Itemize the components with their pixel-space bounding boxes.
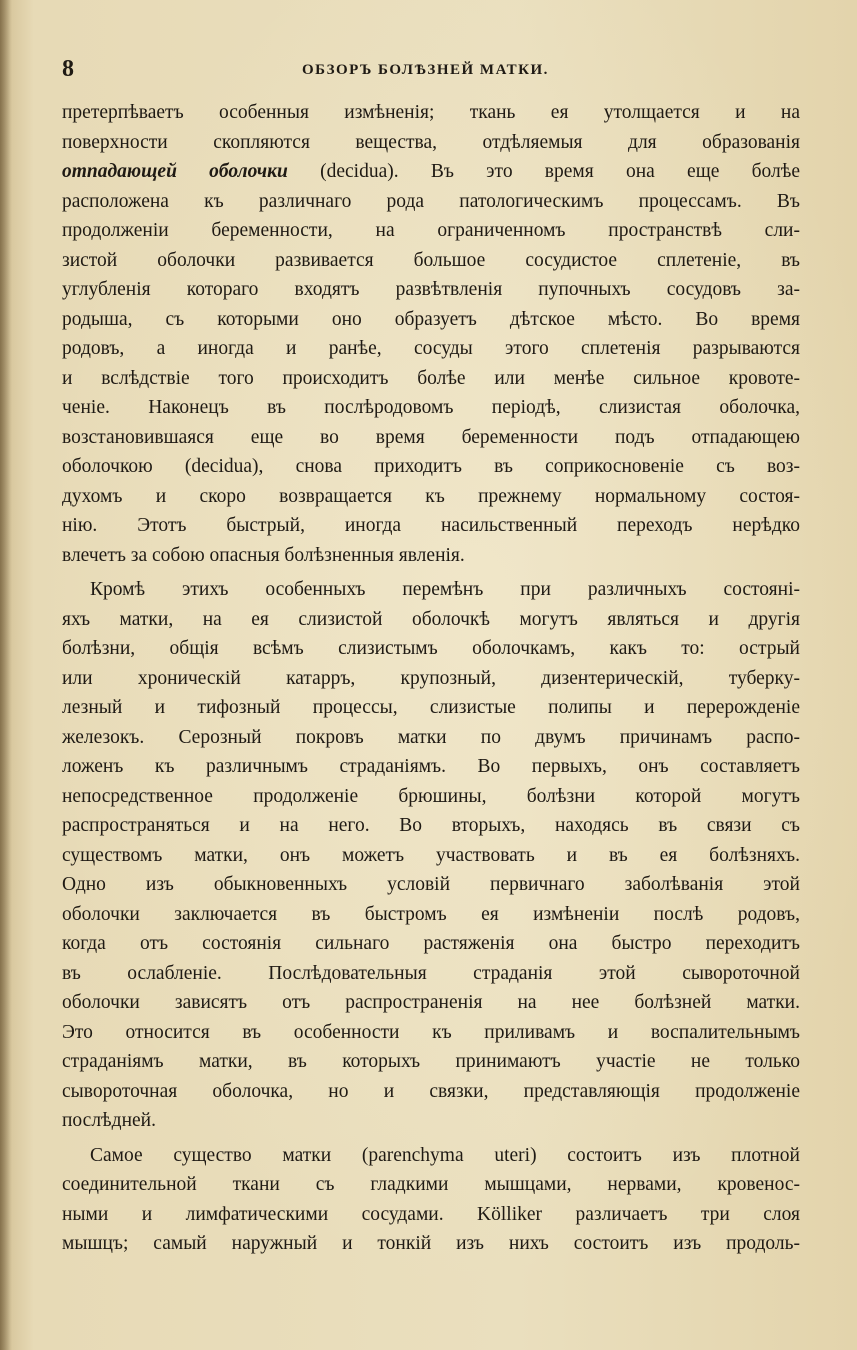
body-text (62, 98, 800, 1259)
italic-term: отпадающей оболочки (62, 161, 288, 182)
text-line: ложенъ къ различнымъ страданіямъ. Во первыхъ, онъ составляетъ (62, 756, 800, 777)
text-line: Это относится въ особенности къ приливамъ и воспалительнымъ (62, 1021, 800, 1043)
text-line: въ ослабленіе. Послѣдовательныя страданія этой сывороточной (62, 962, 800, 984)
running-title: ОБЗОРЪ БОЛѢЗНЕЙ МАТКИ. (302, 62, 549, 78)
text-line: непосредственное продолженіе брюшины, болѣзни которой могутъ (62, 785, 800, 807)
text-line: влечетъ за собою опасныя болѣзненныя явленія. (62, 544, 465, 566)
page-header (62, 56, 795, 86)
text-line: родыша, съ которыми оно образуетъ дѣтское мѣсто. Во время (62, 308, 800, 330)
page-number: 8 (62, 56, 74, 82)
text-line: зистой оболочки развивается большое сосудистое сплетеніе, въ (62, 249, 800, 271)
text-line: Одно изъ обыкновенныхъ условій первичнаго заболѣванія этой (62, 874, 800, 895)
text-line: и вслѣдствіе того происходитъ болѣе или менѣе сильное кровоте- (62, 367, 800, 389)
text-line: нію. Этотъ быстрый, иногда насильственный переходъ нерѣдко (62, 515, 800, 536)
text-line: сывороточная оболочка, но и связки, представляющія продолженіе (62, 1080, 800, 1102)
text-line: возстановившаяся еще во время беременности подъ отпадающею (62, 426, 800, 448)
text-line: послѣдней. (62, 1110, 156, 1131)
text-line: железокъ. Серозный покровъ матки по двумъ причинамъ распо- (62, 726, 800, 748)
text-line: существомъ матки, онъ можетъ участвовать и въ ея болѣзняхъ. (62, 844, 800, 866)
binding-shadow (0, 0, 12, 1350)
text-line: ными и лимфатическими сосудами. Kölliker различаетъ три слоя (62, 1203, 800, 1225)
text-line: оболочки зависятъ отъ распространенія на нее болѣзней матки. (62, 992, 800, 1013)
text-line: углубленія котораго входятъ развѣтвленія пупочныхъ сосудовъ за- (62, 279, 800, 300)
text-line: мышцъ; самый наружный и тонкій изъ нихъ состоитъ изъ продоль- (62, 1233, 800, 1254)
text-line: когда отъ состоянія сильнаго растяженія она быстро переходитъ (62, 933, 800, 954)
text-line: поверхности скопляются вещества, отдѣляемыя для образованія (62, 131, 800, 153)
text-line: претерпѣваетъ особенныя измѣненія; ткань ея утолщается и на (62, 102, 800, 123)
text-line: соединительной ткани съ гладкими мышцами, нервами, кровенос- (62, 1174, 800, 1195)
text-line: яхъ матки, на ея слизистой оболочкѣ могутъ являться и другія (62, 608, 800, 630)
text-line: страданіямъ матки, въ которыхъ принимаютъ участіе не только (62, 1051, 800, 1072)
text-line: лезный и тифозный процессы, слизистые полипы и перерожденіе (62, 697, 800, 718)
text-line: оболочкою (decidua), снова приходитъ въ соприкосновеніе съ воз- (62, 456, 800, 477)
text-line: Самое существо матки (parenchyma uteri) состоитъ изъ плотной (90, 1144, 800, 1166)
text-line: болѣзни, общія всѣмъ слизистымъ оболочкамъ, какъ то: острый (62, 638, 800, 659)
text-line: родовъ, а иногда и ранѣе, сосуды этого сплетенія разрываются (62, 338, 800, 359)
text-line: ченіе. Наконецъ въ послѣродовомъ періодѣ, слизистая оболочка, (62, 397, 800, 418)
text-line-post: (decidua). Въ это время она еще болѣе (287, 161, 801, 182)
text-line: распространяться и на него. Во вторыхъ, находясь въ связи съ (62, 815, 800, 836)
text-line: Кромѣ этихъ особенныхъ перемѣнъ при различныхъ состояні- (90, 579, 800, 600)
text-line: или хроническій катарръ, крупозный, дизентерическій, туберку- (62, 667, 800, 689)
text-line (62, 157, 800, 187)
text-line: духомъ и скоро возвращается къ прежнему нормальному состоя- (62, 485, 800, 507)
text-line: расположена къ различнаго рода патологическимъ процессамъ. Въ (62, 190, 800, 212)
text-line: продолженіи беременности, на ограниченномъ пространствѣ сли- (62, 220, 800, 241)
text-line: оболочки заключается въ быстромъ ея измѣненіи послѣ родовъ, (62, 903, 800, 925)
